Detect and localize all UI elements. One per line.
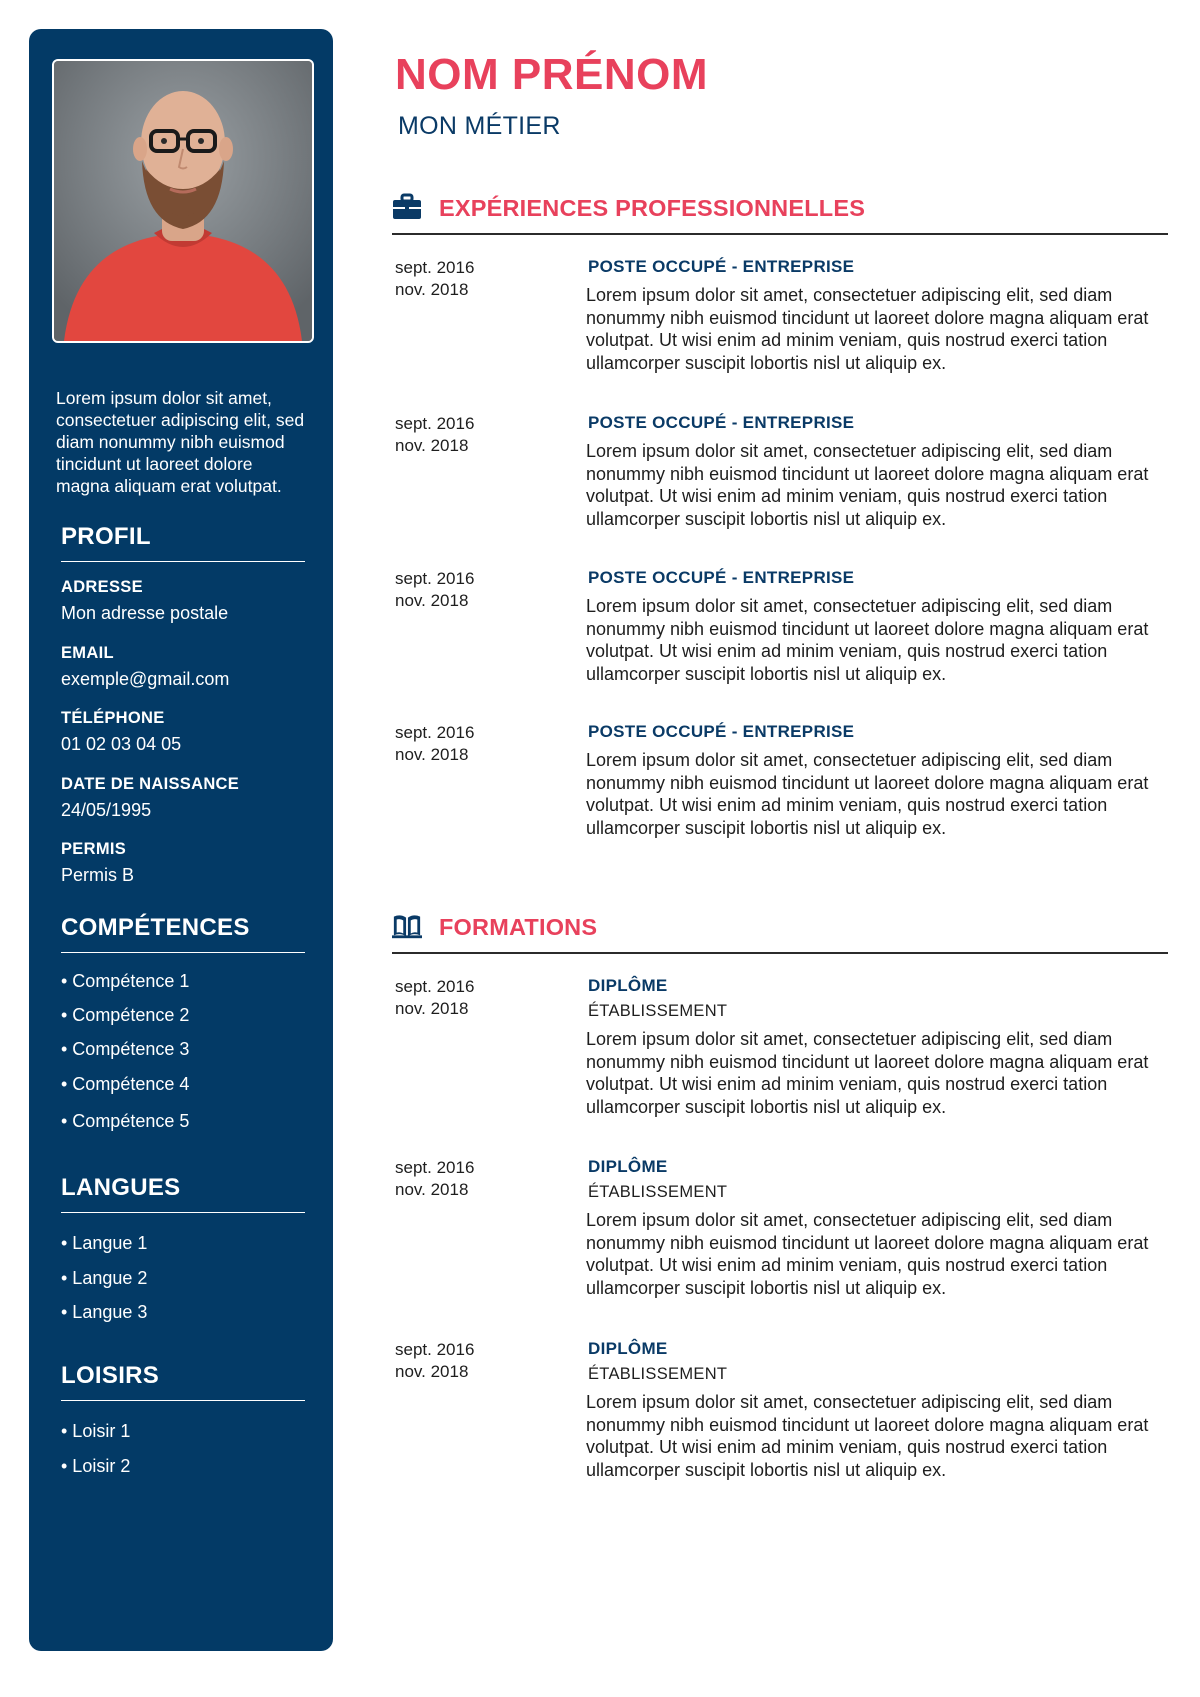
- hobby-item: • Loisir 1: [61, 1421, 131, 1441]
- start-date: sept. 2016: [395, 414, 475, 433]
- address-label: ADRESSE: [61, 578, 143, 596]
- start-date: sept. 2016: [395, 258, 475, 277]
- profile-summary: Lorem ipsum dolor sit amet, consectetuer adipiscing elit, sed diam nonummy nibh euismod tincidunt ut laoreet dolore magna aliquam erat volutpat.: [56, 388, 305, 496]
- license-label: PERMIS: [61, 840, 127, 858]
- job-description: Lorem ipsum dolor sit amet, consectetuer adipiscing elit, sed diam nonummy nibh euismod tincidunt ut laoreet dolore magna aliquam erat volutpat. Ut wisi enim ad minim veniam, quis nostrud exerci tation ullamcorper suscipit lobortis nisl ut aliquip ex.: [586, 285, 1149, 373]
- email-label: EMAIL: [61, 644, 114, 662]
- job-description: Lorem ipsum dolor sit amet, consectetuer adipiscing elit, sed diam nonummy nibh euismod tincidunt ut laoreet dolore magna aliquam erat volutpat. Ut wisi enim ad minim veniam, quis nostrud exerci tation ullamcorper suscipit lobortis nisl ut aliquip ex.: [586, 596, 1149, 684]
- school-name: ÉTABLISSEMENT: [588, 1365, 728, 1383]
- skill-item: • Compétence 3: [61, 1039, 190, 1059]
- education-section-title: FORMATIONS: [439, 914, 598, 940]
- start-date: sept. 2016: [395, 723, 475, 742]
- end-date: nov. 2018: [395, 436, 469, 455]
- hobbies-section-title: LOISIRS: [61, 1362, 305, 1401]
- languages-section-title: LANGUES: [61, 1174, 305, 1213]
- hobby-item: • Loisir 2: [61, 1456, 131, 1476]
- open-book-icon: [392, 912, 422, 940]
- skill-item: • Compétence 5: [61, 1111, 190, 1131]
- school-name: ÉTABLISSEMENT: [588, 1183, 728, 1201]
- profile-photo: [52, 59, 314, 343]
- sidebar: [29, 29, 333, 1651]
- phone-label: TÉLÉPHONE: [61, 709, 165, 727]
- entry-dates: [395, 722, 474, 766]
- school-name: ÉTABLISSEMENT: [588, 1002, 728, 1020]
- skill-item: • Compétence 1: [61, 971, 190, 991]
- full-name: NOM PRÉNOM: [395, 50, 708, 99]
- experience-section-header: [392, 189, 1168, 235]
- job-role: POSTE OCCUPÉ - ENTREPRISE: [588, 568, 855, 587]
- experience-section-title: EXPÉRIENCES PROFESSIONNELLES: [439, 195, 866, 221]
- briefcase-icon: [392, 193, 422, 221]
- start-date: sept. 2016: [395, 569, 475, 588]
- start-date: sept. 2016: [395, 1340, 475, 1359]
- end-date: nov. 2018: [395, 1362, 469, 1381]
- degree-title: DIPLÔME: [588, 1339, 668, 1358]
- degree-description: Lorem ipsum dolor sit amet, consectetuer adipiscing elit, sed diam nonummy nibh euismod tincidunt ut laoreet dolore magna aliquam erat volutpat. Ut wisi enim ad minim veniam, quis nostrud exerci tation ullamcorper suscipit lobortis nisl ut aliquip ex.: [586, 1210, 1149, 1298]
- end-date: nov. 2018: [395, 591, 469, 610]
- profile-section-title: PROFIL: [61, 523, 305, 562]
- degree-description: Lorem ipsum dolor sit amet, consectetuer adipiscing elit, sed diam nonummy nibh euismod tincidunt ut laoreet dolore magna aliquam erat volutpat. Ut wisi enim ad minim veniam, quis nostrud exerci tation ullamcorper suscipit lobortis nisl ut aliquip ex.: [586, 1029, 1149, 1117]
- birthdate-label: DATE DE NAISSANCE: [61, 775, 240, 793]
- portrait-illustration: [54, 61, 312, 341]
- language-item: • Langue 3: [61, 1302, 148, 1322]
- start-date: sept. 2016: [395, 1158, 475, 1177]
- entry-dates: [395, 257, 474, 301]
- degree-title: DIPLÔME: [588, 1157, 668, 1176]
- address-value: Mon adresse postale: [61, 603, 229, 623]
- end-date: nov. 2018: [395, 999, 469, 1018]
- job-role: POSTE OCCUPÉ - ENTREPRISE: [588, 722, 855, 741]
- skills-section-title: COMPÉTENCES: [61, 914, 305, 953]
- skill-item: • Compétence 2: [61, 1005, 190, 1025]
- entry-dates: [395, 1157, 474, 1201]
- language-item: • Langue 1: [61, 1233, 148, 1253]
- entry-dates: [395, 1339, 474, 1383]
- entry-dates: [395, 413, 474, 457]
- language-item: • Langue 2: [61, 1268, 148, 1288]
- entry-dates: [395, 976, 474, 1020]
- entry-dates: [395, 568, 474, 612]
- end-date: nov. 2018: [395, 1180, 469, 1199]
- job-description: Lorem ipsum dolor sit amet, consectetuer adipiscing elit, sed diam nonummy nibh euismod tincidunt ut laoreet dolore magna aliquam erat volutpat. Ut wisi enim ad minim veniam, quis nostrud exerci tation ullamcorper suscipit lobortis nisl ut aliquip ex.: [586, 441, 1149, 529]
- email-value[interactable]: exemple@gmail.com: [61, 669, 230, 689]
- job-role: POSTE OCCUPÉ - ENTREPRISE: [588, 413, 855, 432]
- education-section-header: [392, 908, 1168, 954]
- start-date: sept. 2016: [395, 977, 475, 996]
- skill-item: • Compétence 4: [61, 1074, 190, 1094]
- job-role: POSTE OCCUPÉ - ENTREPRISE: [588, 257, 855, 276]
- job-title: MON MÉTIER: [398, 112, 561, 140]
- birthdate-value: 24/05/1995: [61, 800, 152, 820]
- license-value: Permis B: [61, 865, 135, 885]
- degree-title: DIPLÔME: [588, 976, 668, 995]
- end-date: nov. 2018: [395, 745, 469, 764]
- phone-value: 01 02 03 04 05: [61, 734, 182, 754]
- degree-description: Lorem ipsum dolor sit amet, consectetuer adipiscing elit, sed diam nonummy nibh euismod tincidunt ut laoreet dolore magna aliquam erat volutpat. Ut wisi enim ad minim veniam, quis nostrud exerci tation ullamcorper suscipit lobortis nisl ut aliquip ex.: [586, 1392, 1149, 1480]
- job-description: Lorem ipsum dolor sit amet, consectetuer adipiscing elit, sed diam nonummy nibh euismod tincidunt ut laoreet dolore magna aliquam erat volutpat. Ut wisi enim ad minim veniam, quis nostrud exerci tation ullamcorper suscipit lobortis nisl ut aliquip ex.: [586, 750, 1149, 838]
- end-date: nov. 2018: [395, 280, 469, 299]
